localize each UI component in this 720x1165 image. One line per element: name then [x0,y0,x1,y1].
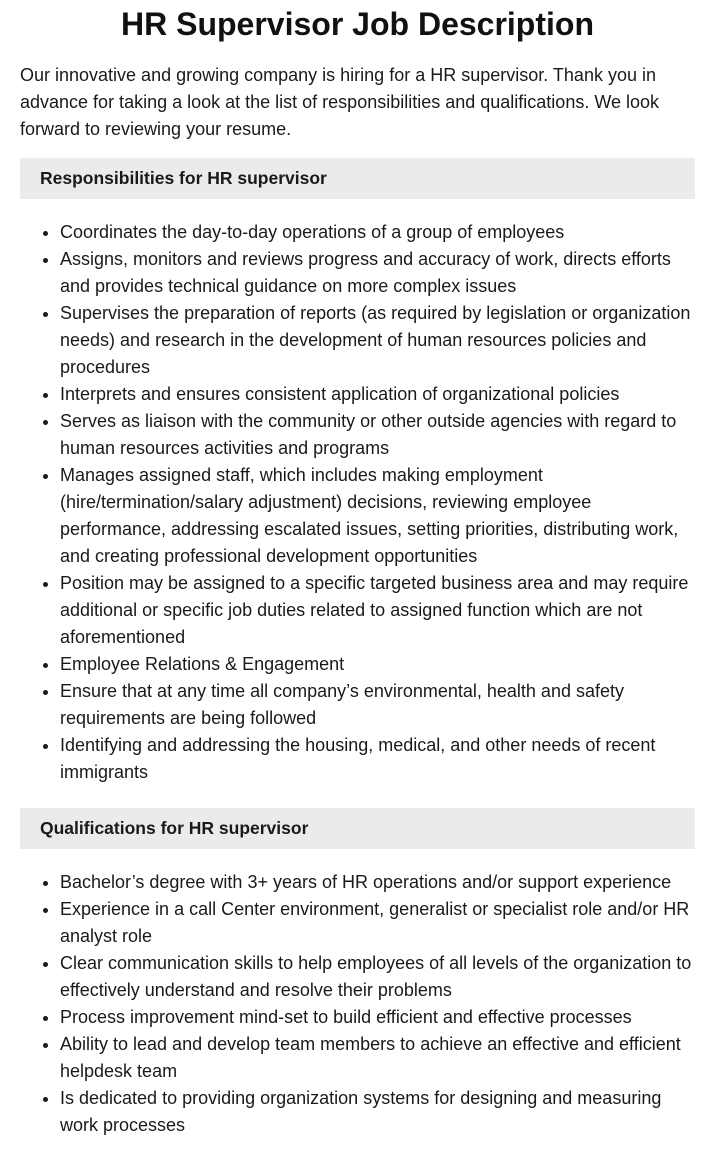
responsibilities-list [20,219,695,786]
list-item: • Identifying and addressing the housing, medical, and other needs of recent immigrants [60,732,695,786]
list-item: • Coordinates the day-to-day operations of a group of employees [60,219,695,246]
list-item: • Supervises the preparation of reports (as required by legislation or organization needs) and research in the development of human resources policies and procedures [60,300,695,381]
qualifications-list [20,869,695,1139]
list-item: • Ability to lead and develop team members to achieve an effective and efficient helpdesk team [60,1031,695,1085]
list-item: • Ensure that at any time all company’s environmental, health and safety requirements are being followed [60,678,695,732]
list-item: • Process improvement mind-set to build efficient and effective processes [60,1004,695,1031]
page-title: HR Supervisor Job Description [121,6,594,42]
intro-paragraph: Our innovative and growing company is hiring for a HR supervisor. Thank you in advance for taking a look at the list of responsibilities and qualifications. We look forward to reviewing your resume. [20,65,660,139]
list-item: • Employee Relations & Engagement [60,651,695,678]
list-item: • Manages assigned staff, which includes making employment (hire/termination/salary adjustment) decisions, reviewing employee performance, addressing escalated issues, setting priorities, distributing work, and creating professional development opportunities [60,462,695,570]
list-item: • Is dedicated to providing organization systems for designing and measuring work processes [60,1085,695,1139]
list-item: • Serves as liaison with the community or other outside agencies with regard to human resources activities and programs [60,408,695,462]
list-item: • Experience in a call Center environment, generalist or specialist role and/or HR analyst role [60,896,695,950]
list-item: • Position may be assigned to a specific targeted business area and may require additional or specific job duties related to assigned function which are not aforementioned [60,570,695,651]
responsibilities-heading: Responsibilities for HR supervisor [20,158,695,199]
list-item: • Bachelor’s degree with 3+ years of HR operations and/or support experience [60,869,695,896]
list-item: • Interprets and ensures consistent application of organizational policies [60,381,695,408]
qualifications-heading: Qualifications for HR supervisor [20,808,695,849]
list-item: • Clear communication skills to help employees of all levels of the organization to effectively understand and resolve their problems [60,950,695,1004]
list-item: • Assigns, monitors and reviews progress and accuracy of work, directs efforts and provides technical guidance on more complex issues [60,246,695,300]
